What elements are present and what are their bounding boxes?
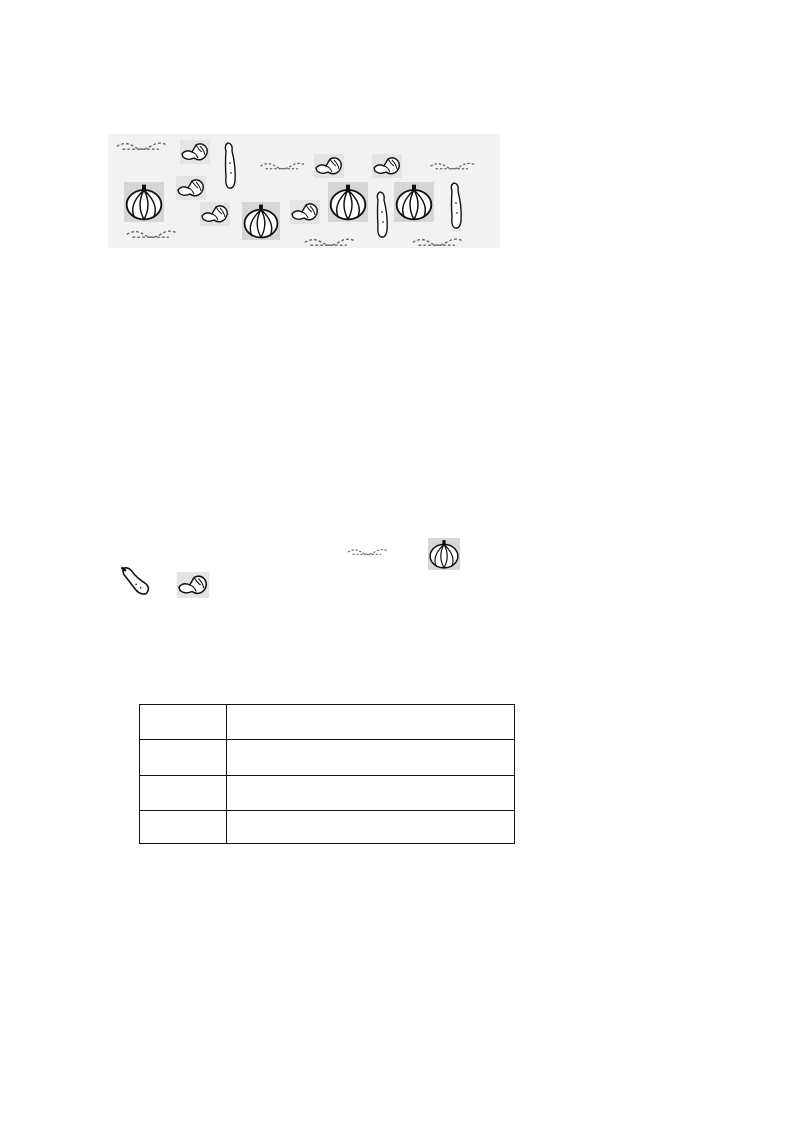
eggplant-icon	[222, 140, 238, 192]
vegetable-shop-illustration	[108, 134, 500, 248]
eggplant-icon	[448, 178, 464, 234]
scribble-icon	[258, 158, 308, 172]
eggplant-icon	[118, 564, 152, 598]
scribble-icon	[346, 544, 390, 558]
scribble-icon	[428, 158, 478, 172]
pumpkin-icon	[124, 182, 164, 222]
fruit-pile-illustration	[160, 628, 590, 700]
pumpkin-icon	[428, 538, 460, 570]
scribble-icon	[300, 234, 360, 248]
eggplant-icon	[374, 186, 390, 244]
cabbage-icon	[200, 202, 230, 226]
cabbage-icon	[314, 154, 344, 178]
fruit-table-rows	[139, 704, 515, 844]
cabbage-icon	[372, 154, 402, 178]
scribble-icon	[408, 234, 468, 248]
pumpkin-icon	[328, 182, 368, 222]
cabbage-icon	[176, 572, 210, 598]
pumpkin-icon	[394, 182, 434, 222]
cabbage-icon	[180, 140, 210, 164]
cabbage-icon	[176, 176, 206, 200]
scribble-icon	[122, 226, 182, 240]
cabbage-icon	[290, 200, 320, 224]
pumpkin-icon	[242, 202, 280, 240]
vegetable-pictograph	[104, 278, 434, 504]
scribble-icon	[112, 138, 172, 152]
